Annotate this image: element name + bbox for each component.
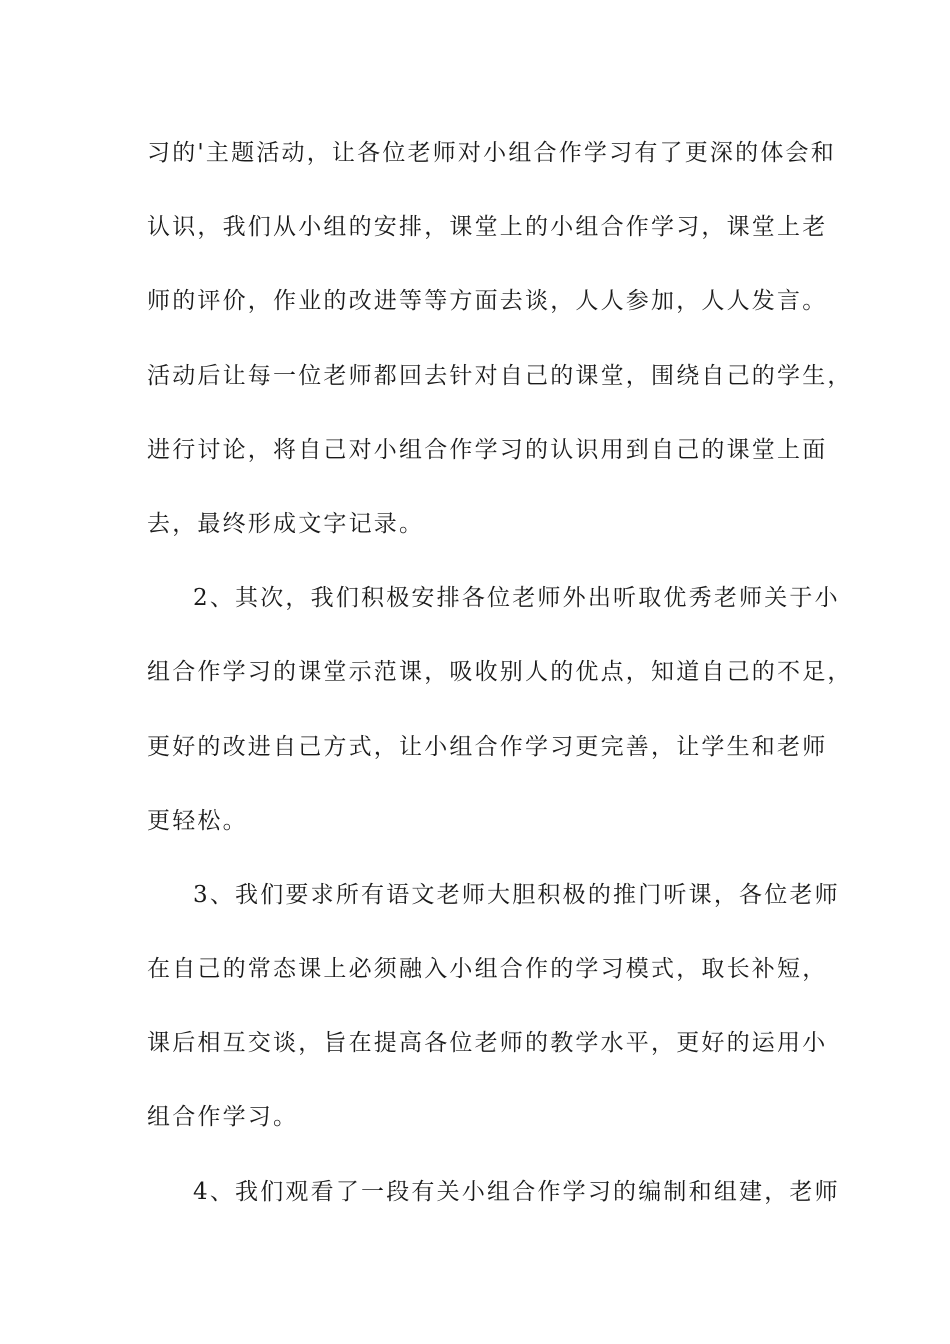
document-body [147,133,853,1246]
body-line: 进行讨论，将自己对小组合作学习的认识用到自己的课堂上面 [147,436,828,463]
body-line: 组合作学习的课堂示范课，吸收别人的优点，知道自己的不足， [147,659,853,686]
body-line: 活动后让每一位老师都回去针对自己的课堂，围绕自己的学生， [147,362,853,389]
body-line: 在自己的常态课上必须融入小组合作的学习模式，取长补短， [147,956,828,983]
body-line: 习的'主题活动，让各位老师对小组合作学习有了更深的体会和 [147,140,836,166]
paragraph-2-start: 2、其次，我们积极安排各位老师外出听取优秀老师关于小 [193,585,840,612]
body-line: 课后相互交谈，旨在提高各位老师的教学水平，更好的运用小 [147,1030,828,1057]
body-line: 组合作学习。 [147,1104,299,1131]
body-line: 更好的改进自己方式，让小组合作学习更完善，让学生和老师 [147,733,828,760]
body-line: 认识，我们从小组的安排，课堂上的小组合作学习，课堂上老 [147,214,828,241]
body-line: 去，最终形成文字记录。 [147,510,425,537]
body-line: 师的评价，作业的改进等等方面去谈，人人参加，人人发言。 [147,288,828,315]
paragraph-4-start: 4、我们观看了一段有关小组合作学习的编制和组建，老师 [193,1178,840,1205]
body-line: 更轻松。 [147,807,248,834]
paragraph-3-start: 3、我们要求所有语文老师大胆积极的推门听课，各位老师 [193,881,840,908]
